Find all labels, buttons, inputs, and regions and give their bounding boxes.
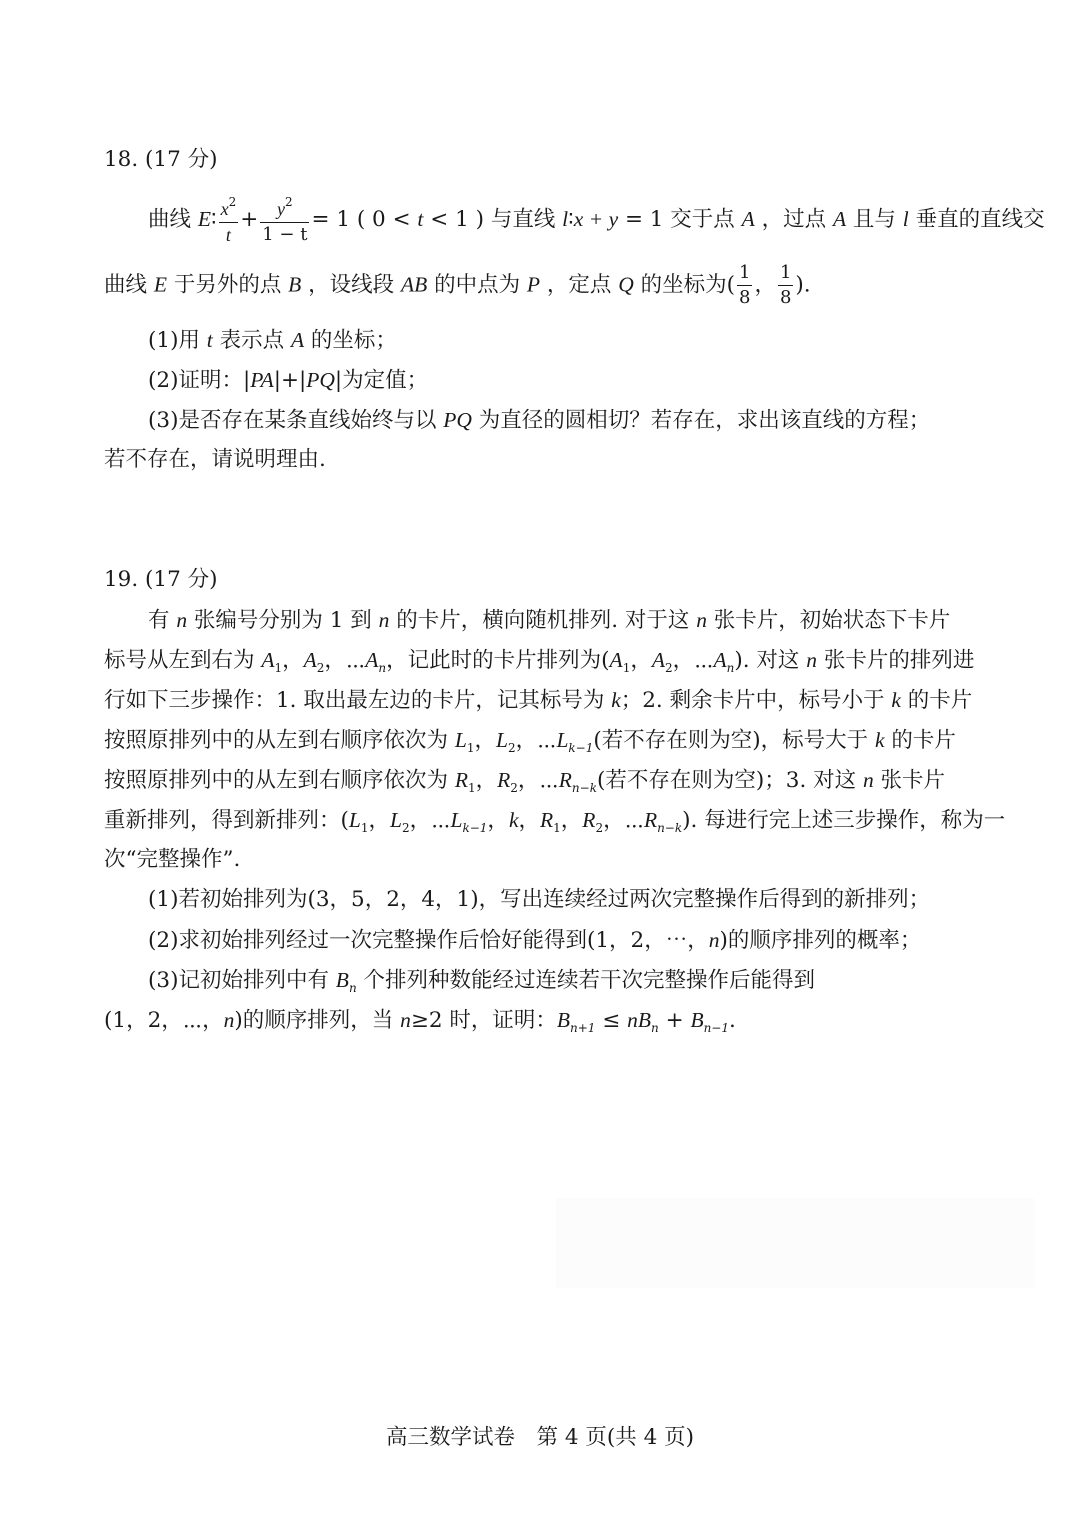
- q18-part1: (1)用 t 表示点 A 的坐标；: [148, 328, 397, 353]
- q19-header: 19. (17 分): [104, 567, 218, 592]
- q19-para-line5: 按照原排列中的从左到右顺序依次为 $R_1$，$R_2$，$\cdots R_{n-k}$(若不存在则为空)；3. 对这 n 张卡片: [104, 768, 946, 795]
- q18-part3: (3)是否存在某条直线始终与以 PQ 为直径的圆相切？若存在，求出该直线的方程；: [148, 408, 931, 433]
- q19-part3: (3)记初始排列中有 $B_n$ 个排列种数能经过连续若干次完整操作后能得到: [148, 968, 816, 995]
- q19-part2: (2)求初始排列经过一次完整操作后恰好能得到(1，2，⋯，n)的顺序排列的概率；: [148, 928, 922, 953]
- q18-stem-line2: 曲线 E 于另外的点 B ，设线段 AB 的中点为 P ，定点 Q 的坐标为( $\frac{1}{8}$ ， $\frac{1}{8}$ ).: [104, 262, 811, 308]
- page-footer: 高三数学试卷 第 4 页(共 4 页): [386, 1425, 694, 1450]
- q19-part1: (1)若初始排列为(3，5，2，4，1)，写出连续经过两次完整操作后得到的新排列；: [148, 887, 931, 912]
- scan-shading: [556, 1198, 1034, 1288]
- q18-part2: (2)证明：|PA|+|PQ|为定值；: [148, 368, 429, 393]
- fraction-one-eighth-2: $\frac{1}{8}$: [779, 262, 792, 308]
- q19-para-line6: 重新排列，得到新排列：($L_1$，$L_2$，$\cdots L_{k-1}$，k，$R_1$，$R_2$，$\cdots R_{n-k}$). 每进行完上述三步操作，称为一: [104, 808, 1006, 835]
- fraction-one-eighth: $\frac{1}{8}$: [739, 262, 751, 308]
- q18-stem-line1: 曲线 E∶ $\frac{x^2}{t}$ + $\frac{y^2}{1 - t}$ = 1 ( 0 < t < 1 ) 与直线 l∶x + y = 1 交于点 A ，过点 A 且与 l 垂直的直线交: [148, 195, 1045, 245]
- q19-para-line1: 有 n 张编号分别为 1 到 n 的卡片，横向随机排列. 对于这 n 张卡片，初始状态下卡片: [148, 608, 951, 633]
- fraction-x2-over-t: $\frac{x^2}{t}$: [220, 195, 237, 245]
- q19-para-line7: 次“完整操作”.: [104, 847, 241, 872]
- q18-part3-cont: 若不存在，请说明理由.: [104, 447, 326, 472]
- q19-part3-cont: (1，2，⋯，n)的顺序排列，当 n≥2 时，证明：$B_{n+1} \le nB_n + B_{n-1}$.: [104, 1008, 736, 1035]
- fraction-y2-over-1-minus-t: $\frac{y^2}{1 - t}$: [262, 195, 308, 245]
- q19-para-line4: 按照原排列中的从左到右顺序依次为 $L_1$，$L_2$，$\cdots L_{k-1}$(若不存在则为空)，标号大于 k 的卡片: [104, 728, 956, 755]
- q19-para-line3: 行如下三步操作：1. 取出最左边的卡片，记其标号为 k；2. 剩余卡片中，标号小于 k 的卡片: [104, 688, 973, 713]
- q19-para-line2: 标号从左到右为 $A_1$，$A_2$，$\cdots A_n$，记此时的卡片排列为($A_1$，$A_2$，$\cdots A_n$). 对这 n 张卡片的排列进: [104, 648, 975, 675]
- q18-header: 18. (17 分): [104, 147, 218, 172]
